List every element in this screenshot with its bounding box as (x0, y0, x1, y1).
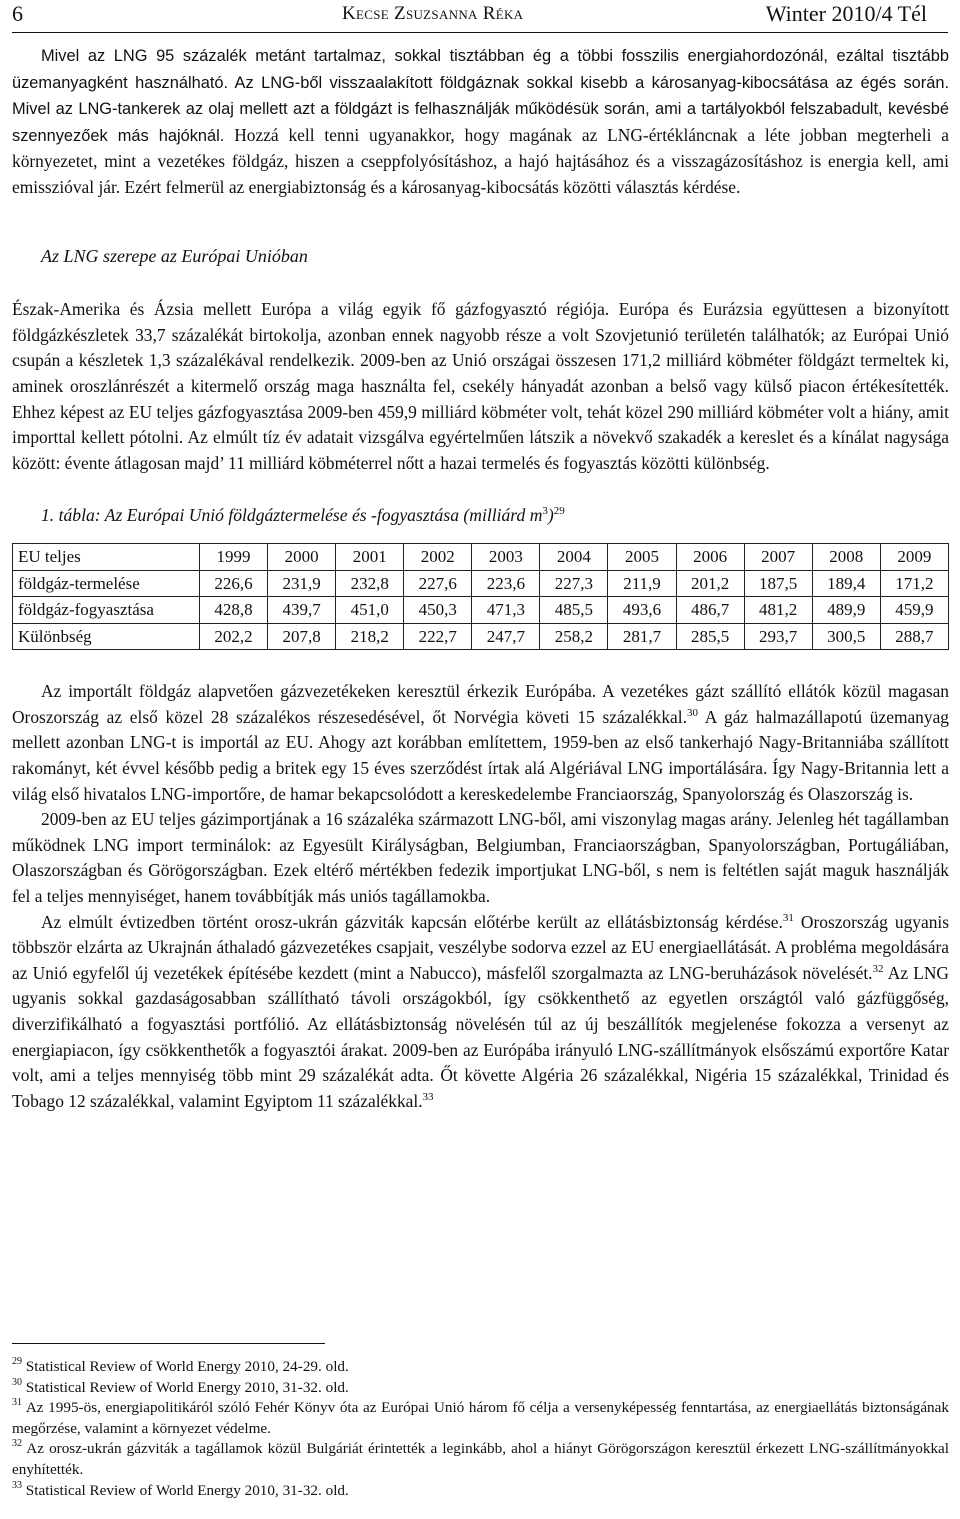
year-cell: 1999 (200, 543, 268, 570)
table-cell: 281,7 (608, 623, 676, 650)
year-cell: 2000 (268, 543, 336, 570)
table-row (13, 597, 949, 624)
footnote-number: 33 (12, 1479, 22, 1491)
table-cell: 300,5 (812, 623, 880, 650)
table-header-label: EU teljes (13, 543, 200, 570)
footnote-separator (12, 1343, 325, 1344)
page-number: 6 (12, 1, 23, 26)
table-cell: 459,9 (880, 597, 948, 624)
table-cell: 486,7 (676, 597, 744, 624)
table-cell: 471,3 (472, 597, 540, 624)
table-cell: 451,0 (336, 597, 404, 624)
footnotes (12, 1357, 949, 1501)
footnote-item: $^{32}$ Az orosz-ukrán gázviták a tagállamok közül Bulgáriát érintették a leginkább, ahol a hiányt Görögországon keresztül érkezett LNG-szállítmányokkal enyhítették. (12, 1438, 950, 1478)
table-row (13, 570, 949, 597)
footnote-number: 30 (12, 1376, 22, 1388)
table-cell: 171,2 (880, 570, 948, 597)
table-cell: 489,9 (812, 597, 880, 624)
caption-footnote-ref: 29 (553, 505, 565, 518)
table-cell: 207,8 (268, 623, 336, 650)
table-header-row (13, 543, 949, 570)
paragraph-sans-part: Mivel az LNG 95 százalék metánt tartalmaz, sokkal tisztábban ég a többi fosszilis energiahordozónál, ezáltal tisztább üzemanyagként használható. Az LNG-ből visszaalakított földgáznak sokkal kisebb a károsanyag-kibocsátása az égés során. Mivel az LNG-tankerek az olaj mellett azt a földgázt is felhasználják működésük során, ami a tartályokból felszabadult, kevésbé szennyezőek más hajóknál. (12, 47, 949, 145)
table-caption: 1. tábla: Az Európai Unió földgáztermelése és -fogyasztása (milliárd $m^3)^{29}$ (41, 505, 565, 526)
table-cell: 189,4 (812, 570, 880, 597)
year-cell: 2001 (336, 543, 404, 570)
footnote-ref: 31 (782, 911, 794, 924)
paragraph-lng-share: 2009-ben az EU teljes gázimportjának a 16 százaléka származott LNG-ből, ami viszonylag magas arány. Jelenleg hét tagállamban működnek LNG import terminálok: az Egyesült Királyságban, Belgiumban, Franciaországban, Spanyolországban, Portugáliában, Olaszországban és Görögországban. Ezek eltérő mértékben fedezik importjukat LNG-ből, s nem is feltétlen saját maguk használják fel a teljes mennyiséget, hanem továbbítják más uniós tagállamokba. (12, 809, 949, 907)
table-cell: 450,3 (404, 597, 472, 624)
year-cell: 2008 (812, 543, 880, 570)
year-cell: 2009 (880, 543, 948, 570)
paragraph-lng-cleanliness (12, 43, 949, 201)
year-cell: 2004 (540, 543, 608, 570)
table-cell: 187,5 (744, 570, 812, 597)
table-cell: 231,9 (268, 570, 336, 597)
paragraph-eu-gas: Észak-Amerika és Ázsia mellett Európa a világ egyik fő gázfogyasztó régiója. Európa és Eurázsia együttesen a bizonyított földgázkészletek 33,7 százalékát birtokolja, azonban ennek nagyobb része a volt Szovjetunió területén találhatók; az Európai Unió csupán a készletek 1,3 százalékával rendelkezik. 2009-ben az Unió országai összesen 171,2 milliárd köbméter földgázt termeltek ki, aminek oroszlánrészét a kitermelő ország maga használta fel, csekély hányadát azonban a belső vagy külső piacon értékesítették. Ehhez képest az EU teljes gázfogyasztása 2009-ben 459,9 milliárd köbméter volt, tehát közel 290 milliárd köbméter volt a hiány, amit importtal kellett pótolni. Az elmúlt tíz év adatait vizsgálva egyértelműen látszik a növekvő szakadék a kereslet és a kínálat nagysága között: évente átlagosan majd’ 11 milliárd köbméterrel nőtt a hazai termelés és fogyasztás közötti különbség. (12, 299, 949, 473)
footnote-ref: 30 (686, 706, 698, 719)
table-cell: 247,7 (472, 623, 540, 650)
table-cell: 223,6 (472, 570, 540, 597)
table-cell: 232,8 (336, 570, 404, 597)
footnote-ref: 32 (872, 962, 884, 975)
table-cell: 293,7 (744, 623, 812, 650)
footnote-item: $^{29}$ Statistical Review of World Energy 2010, 24-29. old. (12, 1356, 349, 1375)
year-cell: 2007 (744, 543, 812, 570)
table-cell: 285,5 (676, 623, 744, 650)
table-cell: 439,7 (268, 597, 336, 624)
year-cell: 2002 (404, 543, 472, 570)
table-cell: 227,6 (404, 570, 472, 597)
running-author: Kecse Zsuzsanna Réka (342, 3, 524, 24)
table-cell: 428,8 (200, 597, 268, 624)
table-cell: 481,2 (744, 597, 812, 624)
table-cell: 493,6 (608, 597, 676, 624)
row-label: földgáz-fogyasztása (13, 597, 200, 624)
table-cell: 227,3 (540, 570, 608, 597)
gas-data-table (12, 543, 949, 650)
paragraph-supply-security: Az elmúlt évtizedben történt orosz-ukrán gázviták kapcsán előtérbe került az ellátásbiztonság kérdése.$^{31}$ Oroszország ugyanis többször elzárta az Ukrajnán áthaladó gázvezetékes csapjait, veszélybe sodorva ezzel az EU energiaellátását. A probléma megoldására az Unió egyfelől új vezetékek építésébe kezdett (mint a Nabucco), másfelől szorgalmazta az LNG-beruházások növelését.$^{32}$ Az LNG ugyanis sokkal gazdaságosabban szállítható távoli országokból, így csökkenthető az egyetlen országtól való gázfüggőség, diverzifikálható a fogyasztási portfólió. Az ellátásbiztonság növelésén túl az új beszállítók megjelenése fokozza a versenyt az energiapiacon, így csökkenthetők a fogyasztói árakat. 2009-ben az Európába irányuló LNG-szállítmányok elsőszámú exportőre Katar volt, ami a teljes mennyiség több mint 29 százalékát adta. Őt követte Algéria 26 százalékkal, Nigéria 15 százalékkal, Trinidad és Tobago 12 százalékkal, valamint Egyiptom 11 százalékkal.$^{33}$ (12, 911, 949, 1111)
article-body (12, 43, 949, 1114)
paragraph-serif-part: Hozzá kell tenni ugyanakkor, hogy magának az LNG-értékláncnak a léte jobban megterheli a környezetet, mint a vezetékes földgáz, hiszen a cseppfolyósításhoz, a hajó hajtásához és a visszagázosításhoz is energia kell, ami emisszióval jár. Ezért felmerül az energiabiztonság és a károsanyag-kibocsátás közötti választás kérdése. (12, 124, 949, 197)
row-label: Különbség (13, 623, 200, 650)
table-cell: 485,5 (540, 597, 608, 624)
table-row (13, 623, 949, 650)
footnote-number: 32 (12, 1438, 22, 1450)
table-cell: 202,2 (200, 623, 268, 650)
footnote-number: 29 (12, 1356, 22, 1367)
header-rule (12, 32, 948, 33)
page-header (0, 0, 960, 28)
year-cell: 2006 (676, 543, 744, 570)
caption-unit-superscript: 3 (542, 505, 548, 518)
footnote-item: $^{31}$ Az 1995-ös, energiapolitikáról szóló Fehér Könyv óta az Európai Unió három fő célja a versenyképesség fenntartása, az energiaellátás biztonságának megőrzése, valamint a környezet védelme. (12, 1397, 949, 1437)
table-cell: 218,2 (336, 623, 404, 650)
table-cell: 211,9 (608, 570, 676, 597)
footnote-number: 31 (12, 1397, 22, 1409)
table-cell: 288,7 (880, 623, 948, 650)
table-cell: 222,7 (404, 623, 472, 650)
paragraph-import-routes: Az importált földgáz alapvetően gázvezetékeken keresztül érkezik Európába. A vezetékes gázt szállító ellátók közül magasan Oroszország az első közel 28 százalékos részesedésével, őt Norvégia követi 15 százalékkal.$^{30}$ A gáz halmazállapotú üzemanyag mellett azonban LNG-t is importál az EU. Ahogy azt korábban említettem, 1959-ben az első tankerhajó Nagy-Britanniába szállított rakományt, két évvel később pedig a britek egy 15 éves szerződést írtak alá Algériával LNG importálására. Így Nagy-Britannia lett a világ első hivatalos LNG-importőre, de hamar bekapcsolódott a kereskedelembe Franciaország, Spanyolország és Olaszország is. (12, 681, 949, 804)
footnote-ref: 33 (422, 1090, 434, 1103)
table-cell: 258,2 (540, 623, 608, 650)
year-cell: 2005 (608, 543, 676, 570)
footnote-item: $^{30}$ Statistical Review of World Energy 2010, 31-32. old. (12, 1376, 349, 1396)
footnote-item: $^{33}$ Statistical Review of World Energy 2010, 31-32. old. (12, 1479, 349, 1499)
section-title: Az LNG szerepe az Európai Unióban (41, 245, 308, 266)
row-label: földgáz-termelése (13, 570, 200, 597)
table-cell: 226,6 (200, 570, 268, 597)
table-cell: 201,2 (676, 570, 744, 597)
journal-issue: Winter 2010/4 Tél (765, 1, 927, 26)
year-cell: 2003 (472, 543, 540, 570)
